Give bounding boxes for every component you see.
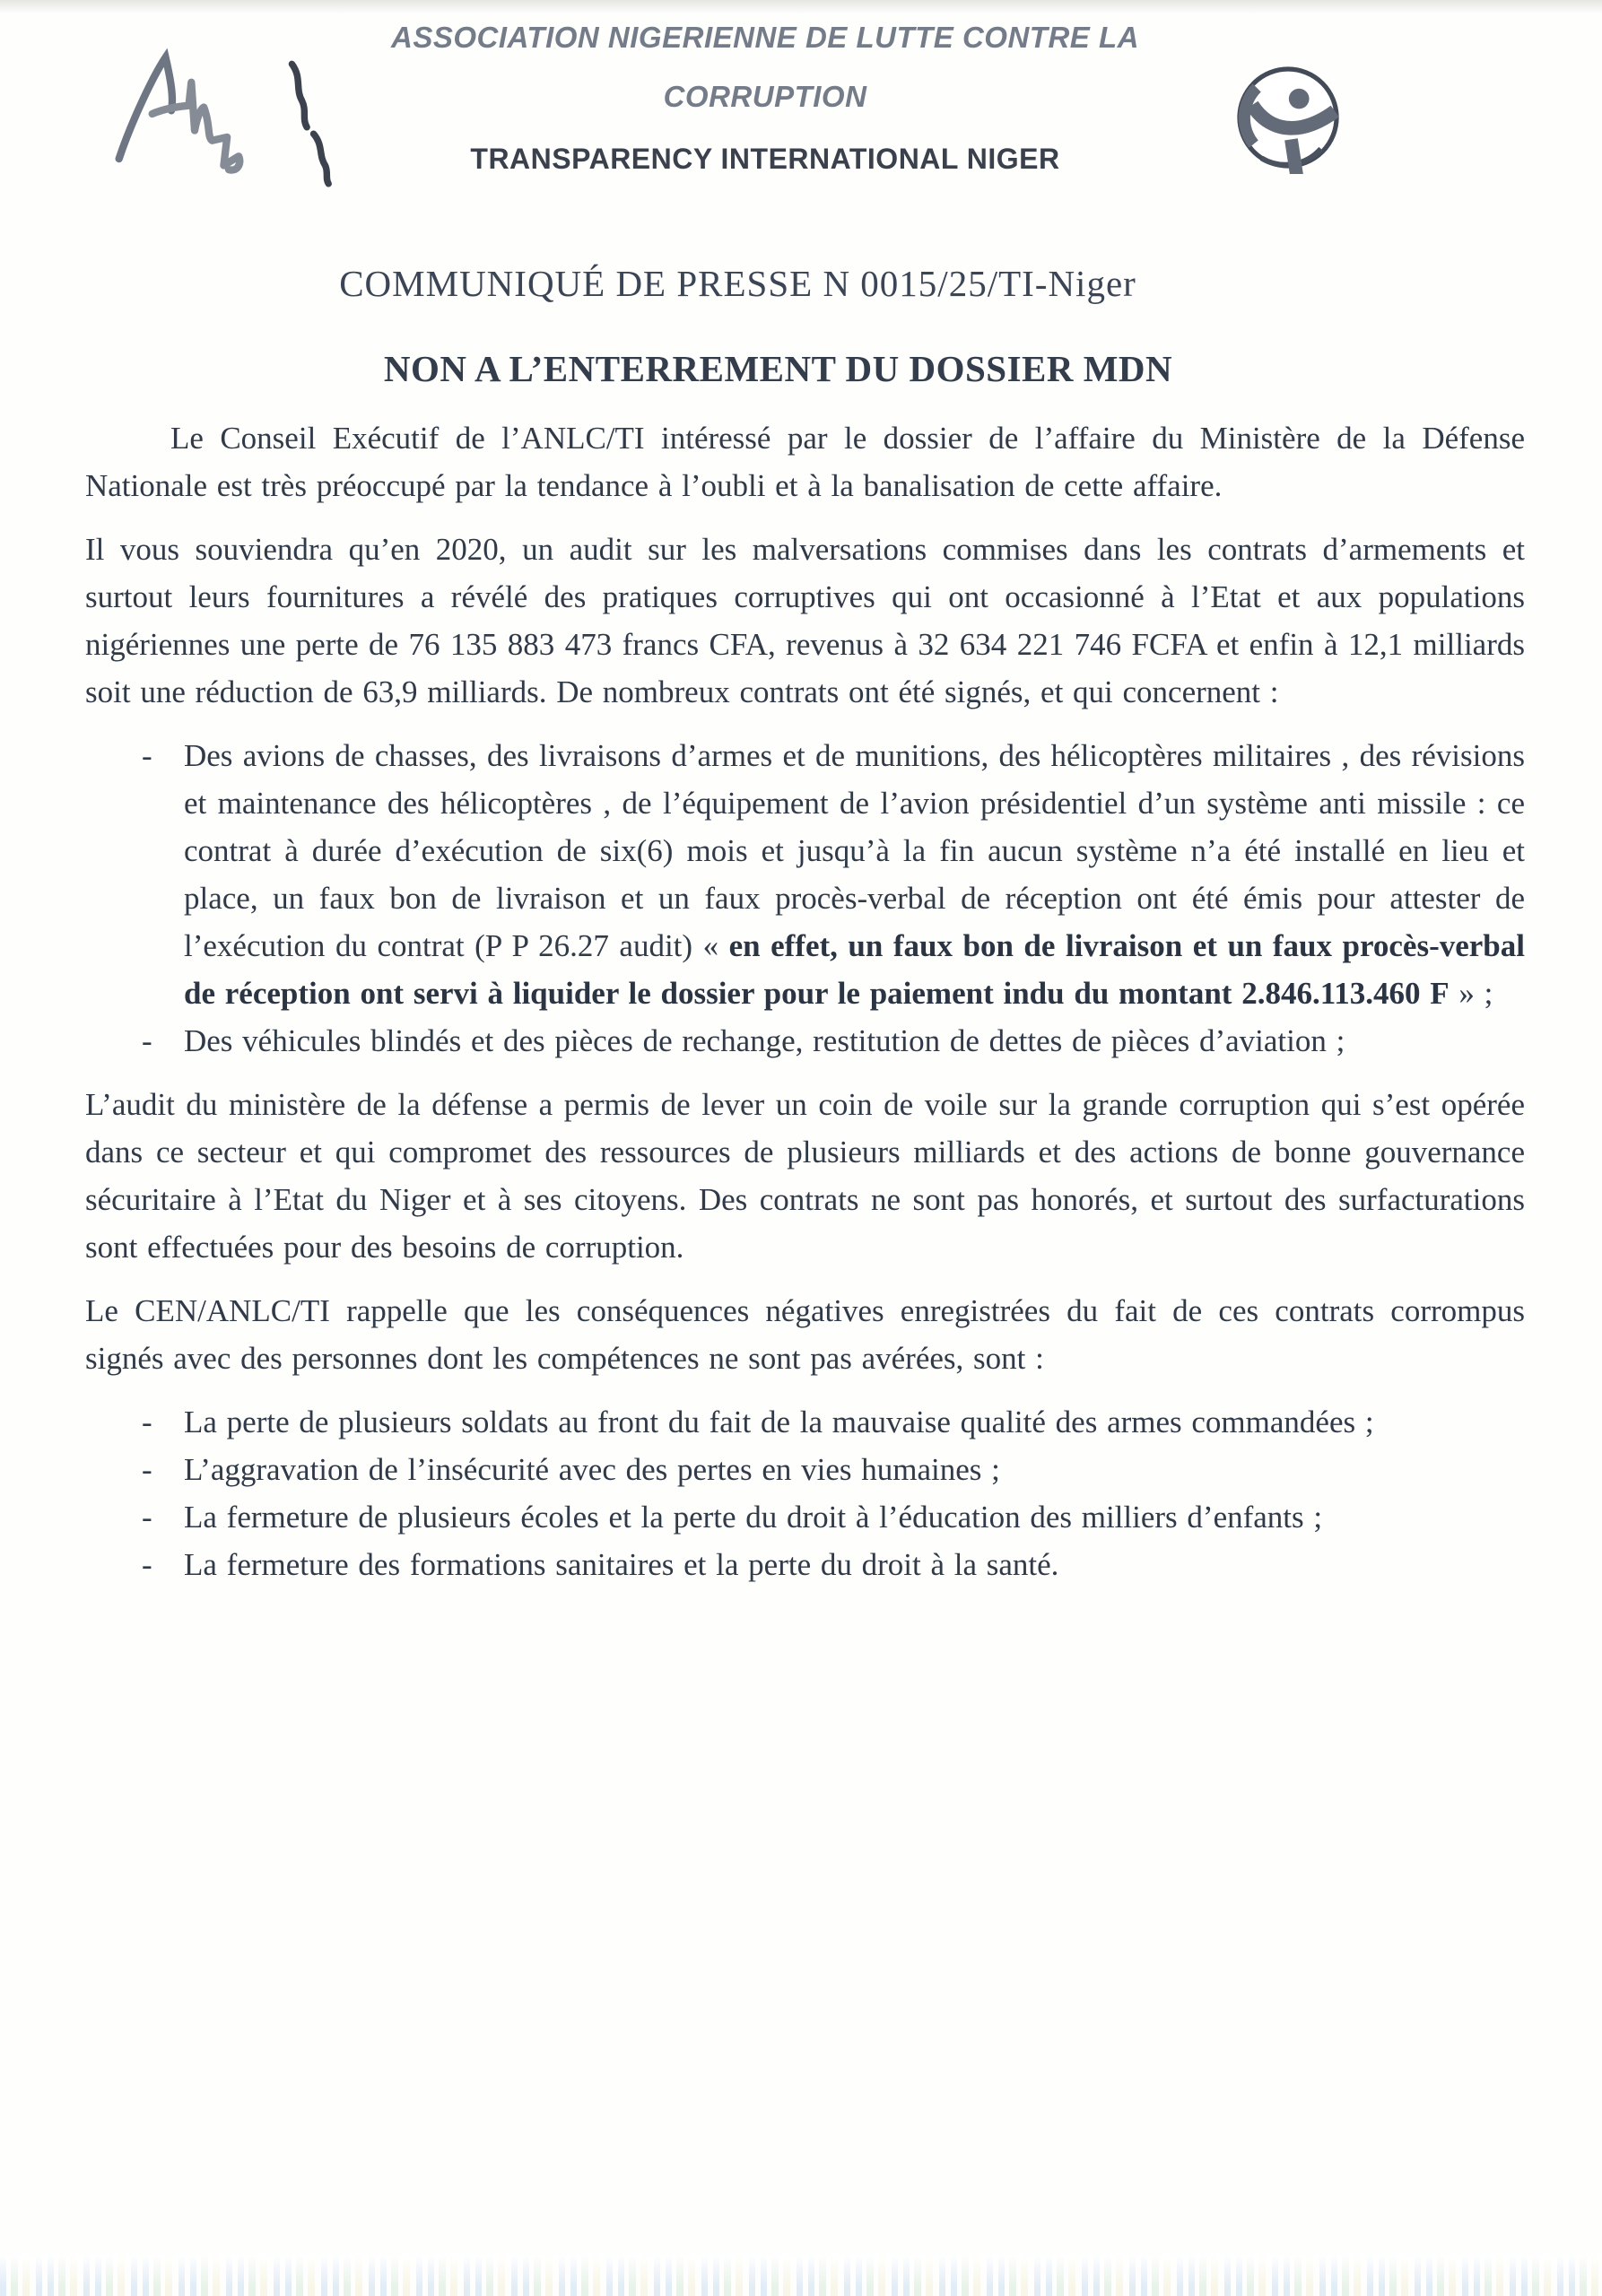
org-name-line2: CORRUPTION bbox=[663, 80, 867, 113]
soldiers-text: La perte de plusieurs soldats au front du fait de la mauvaise qualité des armes commandées ; bbox=[184, 1405, 1374, 1439]
press-release-number: COMMUNIQUÉ DE PRESSE N 0015/25/TI-Niger bbox=[339, 263, 1136, 304]
list-item-soldiers bbox=[85, 1398, 1525, 1446]
dash-bullet: - bbox=[142, 1500, 152, 1535]
consequences-list bbox=[85, 1398, 1525, 1588]
org-name-line3: TRANSPARENCY INTERNATIONAL NIGER bbox=[470, 143, 1060, 175]
dash-bullet: - bbox=[142, 1547, 152, 1582]
contracts-detail-quote-close: » ; bbox=[1449, 976, 1493, 1011]
dash-bullet: - bbox=[142, 738, 152, 773]
contracts-detail-text: Des avions de chasses, des livraisons d’armes et de munitions, des hélicoptères militaires , des révisions et maintenance des hélicoptères , de l’équipement de l’avion présidentiel d’un système anti missile : ce contrat à durée d’exécution de six(6) mois et jusqu’à la fin aucun système n’a été installé en lieu et place, un faux bon de livraison et un faux procès-verbal de réception ont été émis pour attester de l’exécution du contrat (P P 26.27 audit) « bbox=[184, 738, 1525, 963]
org-name-block bbox=[251, 18, 1279, 178]
org-name-line1: ASSOCIATION NIGERIENNE DE LUTTE CONTRE LA bbox=[391, 21, 1139, 54]
list-item-insecurity bbox=[85, 1446, 1525, 1493]
paragraph-consequences-intro: Le CEN/ANLC/TI rappelle que les conséquences négatives enregistrées du fait de ces contrats corrompus signés avec des personnes dont les compétences ne sont pas avérées, sont : bbox=[85, 1293, 1525, 1376]
insecurity-text: L’aggravation de l’insécurité avec des pertes en vies humaines ; bbox=[184, 1452, 1000, 1487]
list-item-schools bbox=[85, 1493, 1525, 1541]
list-item-vehicles bbox=[85, 1017, 1525, 1065]
scan-bottom-edge bbox=[0, 2255, 1602, 2296]
letterhead bbox=[0, 0, 1602, 206]
schools-text: La fermeture de plusieurs écoles et la perte du droit à l’éducation des milliers d’enfants ; bbox=[184, 1500, 1323, 1535]
dash-bullet: - bbox=[142, 1405, 152, 1439]
transparency-international-logo-icon bbox=[1233, 61, 1343, 174]
list-item-contracts-detail bbox=[85, 732, 1525, 1017]
dash-bullet: - bbox=[142, 1452, 152, 1487]
contracts-list bbox=[85, 732, 1525, 1065]
health-text: La fermeture des formations sanitaires et la perte du droit à la santé. bbox=[184, 1547, 1059, 1582]
dash-bullet: - bbox=[142, 1023, 152, 1058]
paragraph-audit-2020: Il vous souviendra qu’en 2020, un audit sur les malversations commises dans les contrats d’armements et surtout leurs fournitures a révélé des pratiques corruptives qui ont occasionné à l’Etat et aux populations nigériennes une perte de 76 135 883 473 francs CFA, revenus à 32 634 221 746 FCFA et enfin à 12,1 milliards soit une réduction de 63,9 milliards. De nombreux contrats ont été signés, et qui concernent : bbox=[85, 532, 1525, 709]
paragraph-intro: Le Conseil Exécutif de l’ANLC/TI intéressé par le dossier de l’affaire du Ministère de la Défense Nationale est très préoccupé par la tendance à l’oubli et à la banalisation de cette affaire. bbox=[85, 421, 1525, 503]
paragraph-audit-findings: L’audit du ministère de la défense a permis de lever un coin de voile sur la grande corruption qui s’est opérée dans ce secteur et qui compromet des ressources de plusieurs milliards et des actions de bonne gouvernance sécuritaire à l’Etat du Niger et à ses citoyens. Des contrats ne sont pas honorés, et surtout des surfacturations sont effectuées pour des besoins de corruption. bbox=[85, 1087, 1525, 1265]
list-item-health bbox=[85, 1541, 1525, 1588]
contracts-detail-bold-quote: en effet, un faux bon de livraison et un faux procès-verbal de réception ont servi à liquider le dossier pour le paiement indu du montant 2.846.113.460 F bbox=[184, 928, 1525, 1011]
document-body bbox=[0, 262, 1602, 1588]
vehicles-text: Des véhicules blindés et des pièces de rechange, restitution de dettes de pièces d’aviation ; bbox=[184, 1023, 1345, 1058]
headline: NON A L’ENTERREMENT DU DOSSIER MDN bbox=[383, 348, 1173, 389]
